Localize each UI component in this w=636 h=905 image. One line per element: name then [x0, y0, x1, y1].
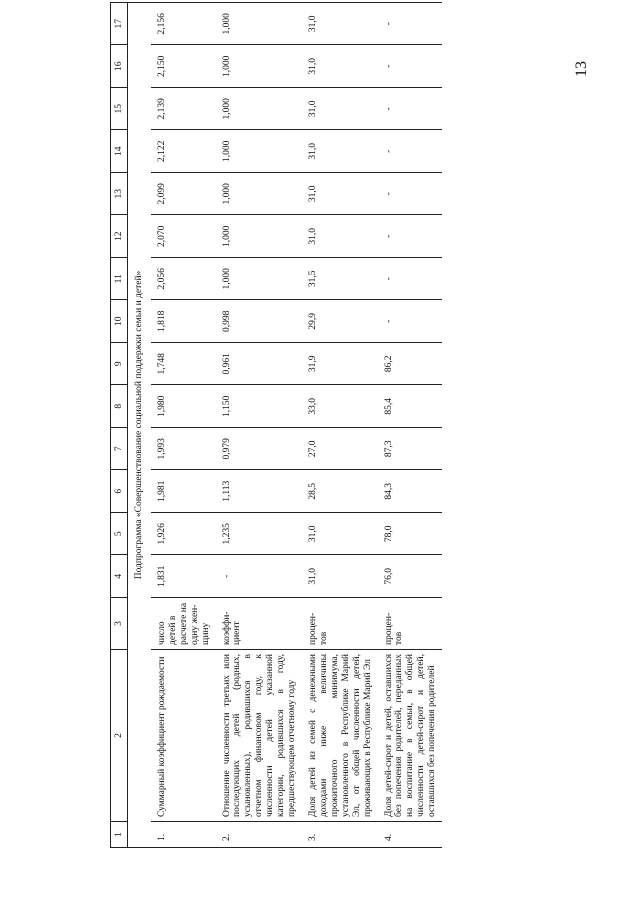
value-cell: 2,156 [151, 3, 216, 46]
value-cell: - [378, 258, 443, 301]
value-cell: - [378, 300, 443, 343]
value-cell: 31,0 [302, 88, 378, 131]
column-header-15: 15 [111, 88, 128, 131]
value-cell: 76,0 [378, 555, 443, 598]
column-header-10: 10 [111, 300, 128, 343]
value-cell: 2,070 [151, 215, 216, 258]
value-cell: - [378, 88, 443, 131]
unit-of-measure: процен-тов [378, 598, 443, 650]
value-cell: 2,150 [151, 45, 216, 88]
column-header-9: 9 [111, 343, 128, 386]
table-container [110, 13, 530, 848]
value-cell: - [216, 555, 302, 598]
value-cell: 1,981 [151, 470, 216, 513]
column-header-13: 13 [111, 173, 128, 216]
value-cell: - [378, 215, 443, 258]
table-row [151, 3, 216, 848]
value-cell: 28,5 [302, 470, 378, 513]
column-header-14: 14 [111, 130, 128, 173]
value-cell: 1,000 [216, 88, 302, 131]
column-header-11: 11 [111, 258, 128, 301]
value-cell: 1,000 [216, 215, 302, 258]
indicator-name: Доля детей из семей с денежными доходами ниже величины прожиточного минимума, установленного в Республике Марий Эл, от общей численности детей, проживающих в Республике Марий Эл [302, 650, 378, 822]
table-row [378, 3, 443, 848]
rotated-table-area [110, 13, 530, 848]
value-cell: 1,993 [151, 428, 216, 471]
value-cell: 1,235 [216, 513, 302, 556]
value-cell: 31,0 [302, 3, 378, 46]
row-number: 3. [302, 822, 378, 848]
value-cell: 33,0 [302, 385, 378, 428]
table-row [216, 3, 302, 848]
value-cell: 1,000 [216, 45, 302, 88]
column-header-8: 8 [111, 385, 128, 428]
indicator-name: Отношение численности третьих или последующих детей (родных, усыновленных), родившихся в отчетном финансовом году, к численности детей указанной категории, родившихся в году, предшествующем отчетному году [216, 650, 302, 822]
column-header-17: 17 [111, 3, 128, 46]
column-number-row [111, 3, 128, 848]
value-cell: 1,000 [216, 258, 302, 301]
value-cell: 1,000 [216, 130, 302, 173]
unit-of-measure: коэффи-циент [216, 598, 302, 650]
column-header-5: 5 [111, 513, 128, 556]
value-cell: 27,0 [302, 428, 378, 471]
column-header-1: 1 [111, 822, 128, 848]
value-cell: - [378, 45, 443, 88]
value-cell: 0,961 [216, 343, 302, 386]
value-cell: 2,056 [151, 258, 216, 301]
value-cell: 1,000 [216, 3, 302, 46]
value-cell: - [378, 130, 443, 173]
value-cell: 0,979 [216, 428, 302, 471]
row-number: 1. [151, 822, 216, 848]
indicator-name: Суммарный коэффициент рождаемости [151, 650, 216, 822]
column-header-2: 2 [111, 650, 128, 822]
value-cell: 31,0 [302, 173, 378, 216]
value-cell: 0,998 [216, 300, 302, 343]
value-cell: 2,122 [151, 130, 216, 173]
column-header-12: 12 [111, 215, 128, 258]
indicator-name: Доля детей-сирот и детей, оставшихся без попечения родителей, переданных на воспитание в семьи, в общей численности детей-сирот и детей, оставшихся без попечения родителей [378, 650, 443, 822]
value-cell: 78,0 [378, 513, 443, 556]
table-row [302, 3, 378, 848]
page-number: 13 [573, 61, 590, 77]
value-cell: 87,3 [378, 428, 443, 471]
column-header-7: 7 [111, 428, 128, 471]
value-cell: 1,831 [151, 555, 216, 598]
value-cell: 1,926 [151, 513, 216, 556]
value-cell: 31,0 [302, 555, 378, 598]
value-cell: 31,0 [302, 45, 378, 88]
value-cell: 2,099 [151, 173, 216, 216]
column-header-16: 16 [111, 45, 128, 88]
value-cell: 31,9 [302, 343, 378, 386]
subprogram-row [128, 3, 151, 848]
unit-of-measure: процен-тов [302, 598, 378, 650]
value-cell: 1,980 [151, 385, 216, 428]
value-cell: 1,150 [216, 385, 302, 428]
column-header-6: 6 [111, 470, 128, 513]
unit-of-measure: число детей в расчете на одну жен-щину [151, 598, 216, 650]
value-cell: 31,0 [302, 513, 378, 556]
value-cell: 1,748 [151, 343, 216, 386]
value-cell: 1,000 [216, 173, 302, 216]
value-cell: 31,0 [302, 215, 378, 258]
row-number: 4. [378, 822, 443, 848]
value-cell: 86,2 [378, 343, 443, 386]
value-cell: 1,113 [216, 470, 302, 513]
value-cell: 29,9 [302, 300, 378, 343]
indicators-table [110, 2, 442, 848]
column-header-3: 3 [111, 598, 128, 650]
value-cell: 84,3 [378, 470, 443, 513]
value-cell: 85,4 [378, 385, 443, 428]
column-header-4: 4 [111, 555, 128, 598]
value-cell: 31,5 [302, 258, 378, 301]
row-number: 2. [216, 822, 302, 848]
value-cell: 31,0 [302, 130, 378, 173]
value-cell: - [378, 3, 443, 46]
subprogram-title: Подпрограмма «Совершенствование социальной поддержки семьи и детей» [128, 3, 151, 848]
value-cell: 1,818 [151, 300, 216, 343]
value-cell: - [378, 173, 443, 216]
value-cell: 2,139 [151, 88, 216, 131]
